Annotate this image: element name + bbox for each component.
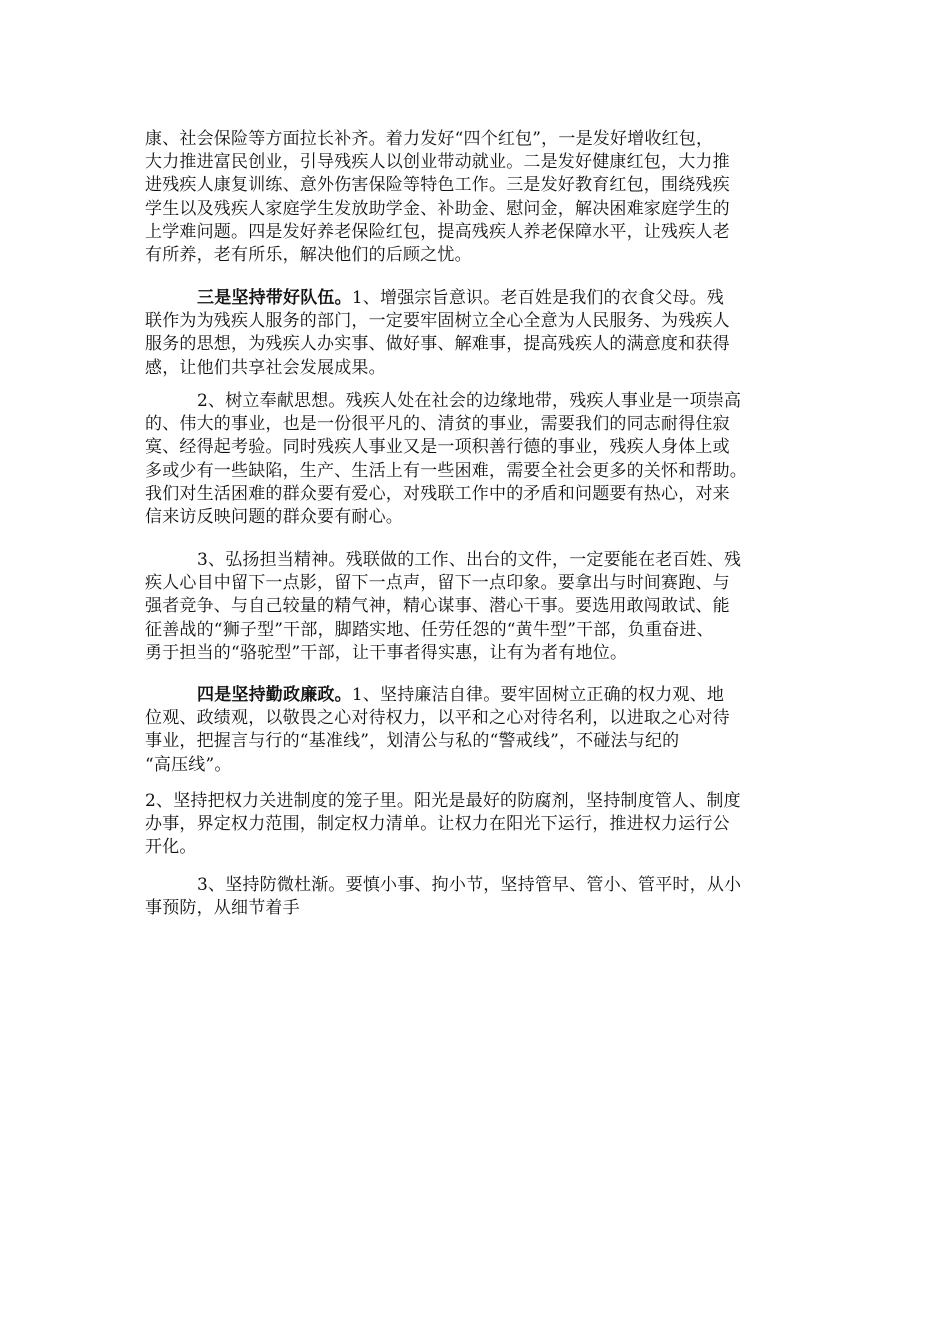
- text-line: 3、弘扬担当精神。残联做的工作、出台的文件，一定要能在老百姓、残: [197, 550, 742, 570]
- section-heading: 三是坚持带好队伍。: [197, 288, 352, 308]
- text-line: 大力推进富民创业，引导残疾人以创业带动就业。二是发好健康红包，大力推: [145, 152, 730, 173]
- text-line: 位观、政绩观，以敬畏之心对待权力，以平和之心对待名利，以进取之心对待: [145, 708, 730, 729]
- text-span: 1、坚持廉洁自律。要牢固树立正确的权力观、地: [351, 685, 725, 705]
- text-line: 我们对生活困难的群众要有爱心，对残联工作中的矛盾和问题要有热心，对来: [145, 483, 730, 504]
- text-line: 的、伟大的事业，也是一份很平凡的、清贫的事业，需要我们的同志耐得住寂: [145, 414, 730, 435]
- text-line: 多或少有一些缺陷，生产、生活上有一些困难，需要全社会更多的关怀和帮助。: [145, 460, 747, 481]
- text-line: 2、坚持把权力关进制度的笼子里。阳光是最好的防腐剂，坚持制度管人、制度: [145, 791, 741, 811]
- text-line: 信来访反映问题的群众要有耐心。: [145, 507, 403, 528]
- text-line: 事预防，从细节着手: [145, 898, 300, 919]
- paragraph-integrity: [145, 684, 845, 777]
- paragraph-support-measures: [145, 128, 845, 267]
- text-line: 康、社会保险等方面拉长补齐。着力发好“四个红包”，一是发好增收红包，: [145, 129, 714, 149]
- text-line: 勇于担当的“骆驼型”干部，让干事者得实惠，让有为者有地位。: [145, 642, 628, 663]
- text-line: 3、坚持防微杜渐。要慎小事、拘小节，坚持管早、管小、管平时，从小: [197, 875, 742, 895]
- text-line: 上学难问题。四是发好养老保险红包，提高残疾人养老保障水平，让残疾人老: [145, 221, 730, 242]
- text-line: 强者竞争、与自己较量的精气神，精心谋事、潜心干事。要选用敢闯敢试、能: [145, 596, 730, 617]
- paragraph-responsibility: [145, 549, 845, 665]
- text-line: 进残疾人康复训练、意外伤害保险等特色工作。三是发好教育红包，围绕残疾: [145, 175, 730, 196]
- paragraph-team-building: [145, 287, 845, 380]
- text-line: 寞、经得起考验。同时残疾人事业又是一项积善行德的事业，残疾人身体上或: [145, 437, 730, 458]
- text-line: 2、树立奉献思想。残疾人处在社会的边缘地带，残疾人事业是一项崇高: [197, 391, 742, 411]
- text-line: 有所养，老有所乐，解决他们的后顾之忧。: [145, 245, 472, 266]
- text-line: 感，让他们共享社会发展成果。: [145, 357, 386, 378]
- text-line: “高压线”。: [145, 754, 232, 775]
- paragraph-prevention: [145, 874, 845, 920]
- text-span: 1、增强宗旨意识。老百姓是我们的衣食父母。残: [351, 288, 725, 308]
- section-heading: 四是坚持勤政廉政。: [197, 685, 352, 705]
- text-line: 办事，界定权力范围，制定权力清单。让权力在阳光下运行，推进权力运行公: [145, 814, 730, 835]
- text-line: 联作为为残疾人服务的部门，一定要牢固树立全心全意为人民服务、为残疾人: [145, 311, 730, 332]
- text-line: 疾人心目中留下一点影，留下一点声，留下一点印象。要拿出与时间赛跑、与: [145, 573, 730, 594]
- paragraph-power-supervision: [145, 790, 845, 860]
- text-line: [145, 287, 845, 310]
- text-line: 征善战的“狮子型”干部，脚踏实地、任劳任怨的“黄牛型”干部，负重奋进、: [145, 619, 714, 640]
- text-line: 学生以及残疾人家庭学生发放助学金、补助金、慰问金，解决困难家庭学生的: [145, 198, 730, 219]
- text-line: 事业，把握言与行的“基准线”，划清公与私的“警戒线”，不碰法与纪的: [145, 731, 680, 752]
- paragraph-dedication: [145, 390, 845, 529]
- text-line: 开化。: [145, 837, 197, 858]
- text-line: [145, 684, 845, 707]
- text-line: 服务的思想，为残疾人办实事、做好事、解难事，提高残疾人的满意度和获得: [145, 334, 730, 355]
